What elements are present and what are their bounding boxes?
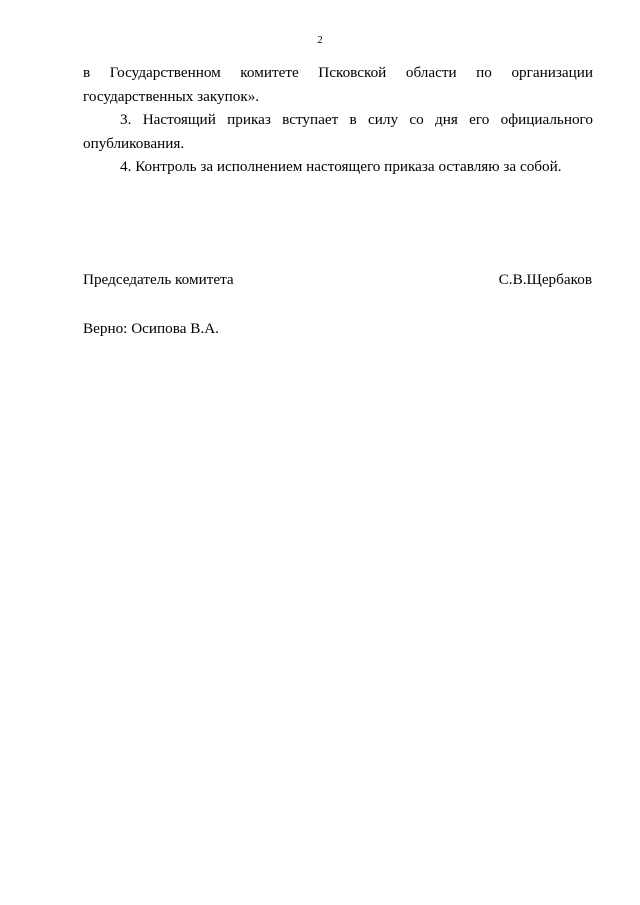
signature-block [83,270,592,290]
paragraph-continuation: в Государственном комитете Псковской области по организации государственных закупок». [83,64,593,105]
paragraph-item-4: 4. Контроль за исполнением настоящего приказа оставляю за собой. [120,158,562,175]
paragraph-item-3: 3. Настоящий приказ вступает в силу со дня его официального опубликования. [83,111,593,152]
signatory-name: С.В.Щербаков [498,271,592,288]
document-body [83,61,593,179]
signatory-position: Председатель комитета [83,271,234,288]
page-number: 2 [317,34,323,46]
verification-note: Верно: Осипова В.А. [83,320,219,337]
